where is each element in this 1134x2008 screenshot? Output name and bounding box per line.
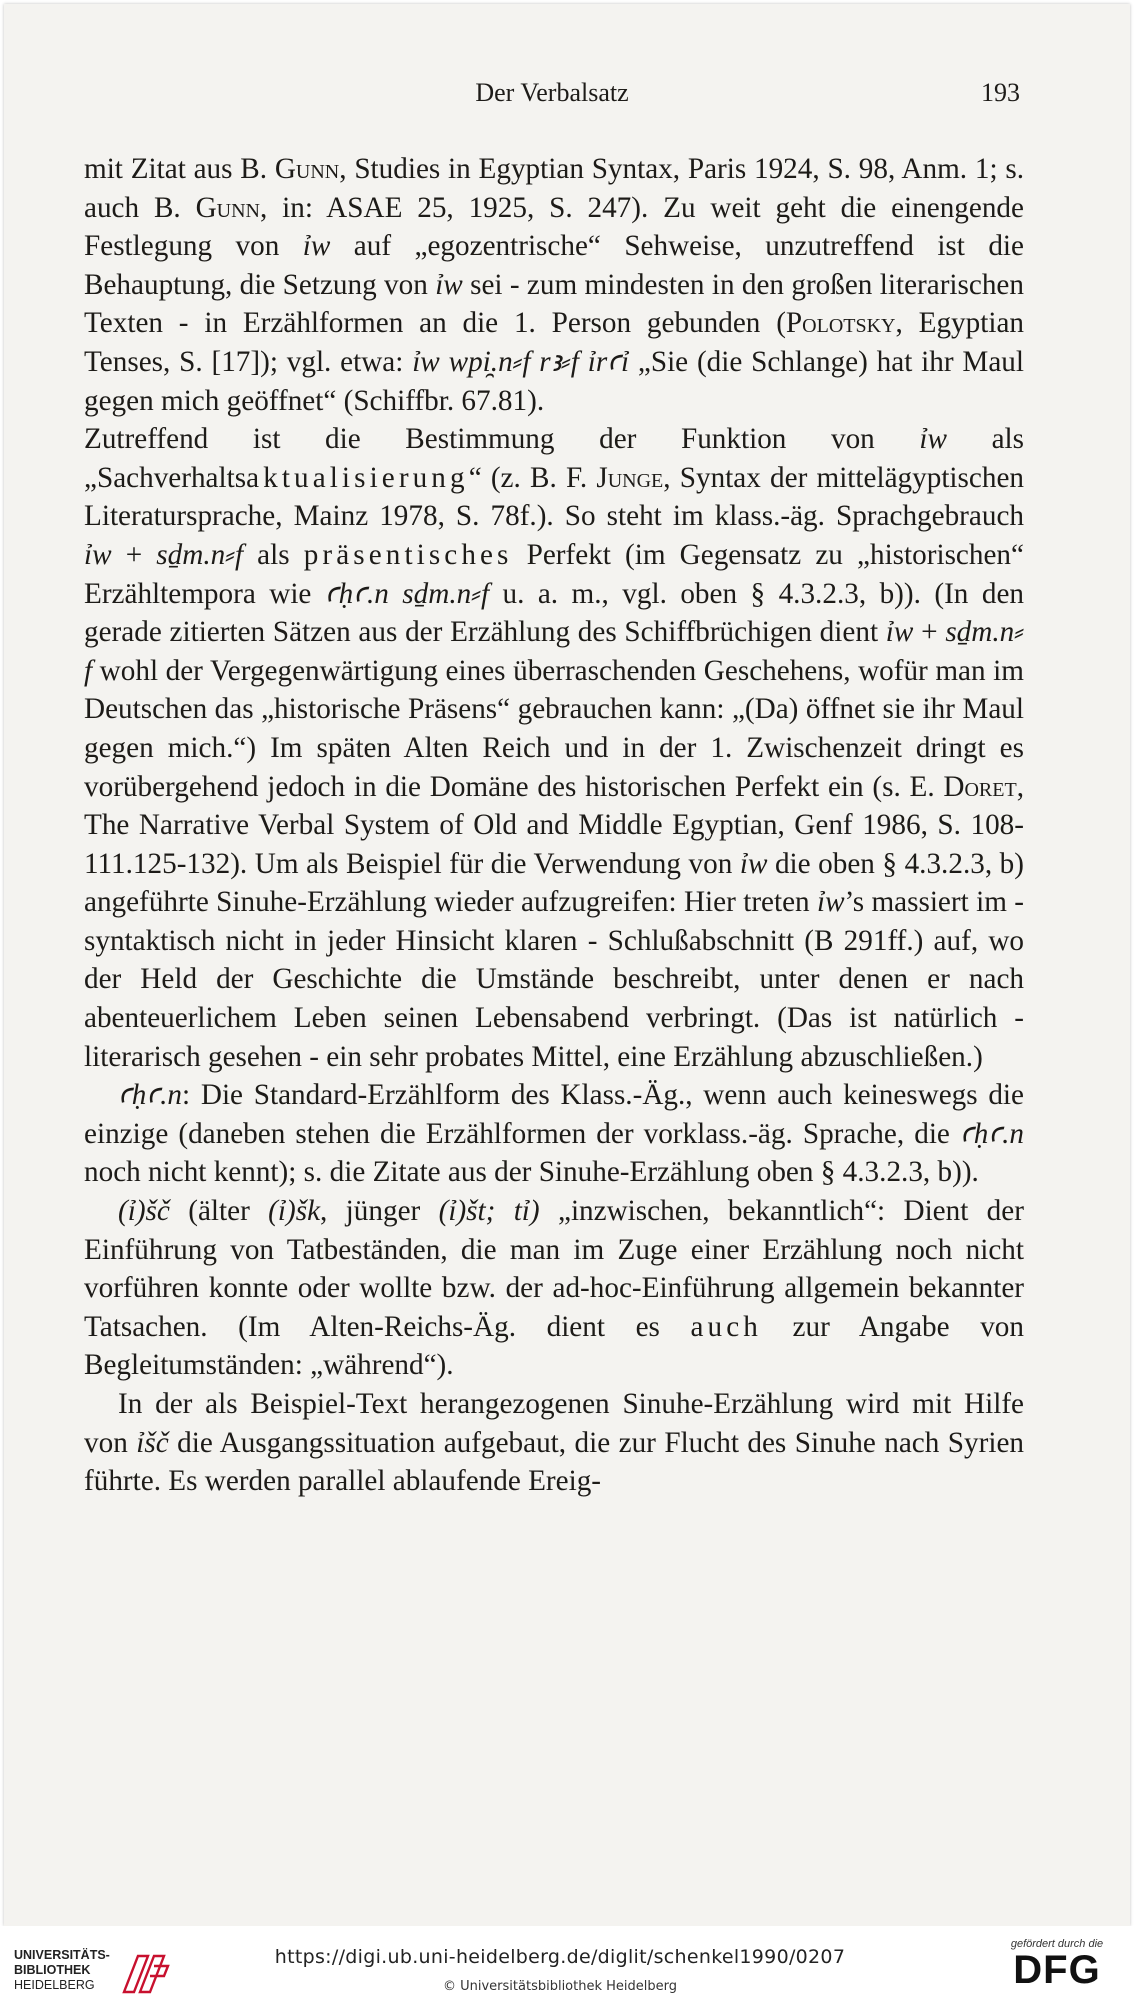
copyright-notice: © Universitätsbibliothek Heidelberg xyxy=(442,1979,677,1994)
text-run: + xyxy=(913,616,946,649)
dfg-logo-text: DFG xyxy=(1013,1948,1101,1992)
paragraph-1 xyxy=(84,150,1024,420)
author-name: Junge xyxy=(596,461,664,494)
text-run: Zutreffend ist die Bestimmung der Funktion von xyxy=(84,423,920,456)
library-name-line: HEIDELBERG xyxy=(14,1978,95,1992)
page-number: 193 xyxy=(981,78,1020,107)
text-run: , jünger xyxy=(320,1195,439,1228)
paragraph-3 xyxy=(84,1076,1024,1192)
text-run: “ (z. B. F. xyxy=(468,461,597,494)
library-emblem-icon xyxy=(120,1948,172,1996)
library-name-line: BIBLIOTHEK xyxy=(14,1963,91,1977)
text-run: wohl der Vergegenwärtigung eines überraschenden Geschehens, wofür man im Deutschen das „historische Präsens“ gebrauchen kann: „(Da) öffnet sie ihr Maul gegen mich.“) Im späten Alten Reich und in der 1. Zwischenzeit dringt es vorübergehend jedoch in die Domäne des historischen Perfekt ein (s. E. xyxy=(84,654,1024,803)
paragraph-2 xyxy=(84,420,1024,1076)
text-run: noch nicht kennt); s. die Zitate aus der Sinuhe-Erzählung oben § 4.3.2.3, b)). xyxy=(84,1156,979,1189)
transliteration: ỉw xyxy=(302,230,331,263)
paragraph-4 xyxy=(84,1192,1024,1385)
text-run: + xyxy=(111,538,157,571)
text-run: ’s massiert im - syntaktisch nicht in jeder Hinsicht klaren - Schlußabschnitt (B 291ff.) auf, wo der Held der Geschichte die Umstände beschreibt, unter denen er nach abenteuerlichem Leben seinen Lebensabend verbringt. (Das ist natürlich - literarisch gesehen - ein sehr probates Mittel, eine Erzählung abzuschließen.) xyxy=(84,886,1024,1073)
text-run: die Ausgangssituation aufgebaut, die zur Flucht des Sinuhe nach Syrien führte. Es werden parallel ablaufende Ereig- xyxy=(84,1426,1025,1498)
transliteration: (ỉ)št; tỉ) xyxy=(438,1195,540,1228)
spaced-emphasis: aktualisierung xyxy=(246,461,469,494)
spaced-emphasis: auch xyxy=(690,1310,762,1343)
transliteration: ỉw xyxy=(885,616,914,649)
text-run: Perfekt (im Gegensatz zu „historischen“ Erzähltempora wie xyxy=(84,538,1024,610)
text-run: , Egyptian Tenses, S. [17]); vgl. etwa: xyxy=(84,307,1024,378)
text-run: die oben § 4.3.2.3, b) angeführte Sinuhe-Erzählung wieder aufzugreifen: Hier treten xyxy=(84,847,1024,919)
spaced-emphasis: präsentisches xyxy=(303,538,513,571)
text-run: „Sie (die Schlange) hat ihr Maul gegen mich geöffnet“ (Schiffbr. 67.81). xyxy=(84,345,1025,417)
author-name: Doret xyxy=(943,770,1017,803)
text-run: In der als Beispiel-Text herangezogenen Sinuhe-Erzählung wird mit Hilfe von xyxy=(84,1388,1024,1459)
paragraph-5 xyxy=(84,1385,1024,1501)
text-run: , Syntax der mittelägyptischen Literatursprache, Mainz 1978, S. 78f.). So steht im klass.-äg. Sprachgebrauch xyxy=(84,461,1024,533)
running-title: Der Verbalsatz xyxy=(475,78,629,107)
text-run: (älter xyxy=(169,1195,269,1228)
text-run: , in: ASAE 25, 1925, S. 247). Zu weit geht die einengende Festlegung von xyxy=(84,191,1024,263)
transliteration: ꜥḥꜥ.n xyxy=(118,1079,183,1112)
text-run: „inzwischen, bekanntlich“: Dient der Einführung von Tatbeständen, die man im Zuge einer Erzählung noch nicht vorführen konnte oder wollte bzw. der ad-hoc-Einführung allgemein bekannter Tatsachen. (Im Alten-Reichs-Äg. dient es xyxy=(84,1195,1024,1343)
transliteration: ỉw xyxy=(817,886,845,919)
library-name-line: UNIVERSITÄTS- xyxy=(14,1948,110,1962)
page-url-link[interactable]: https://digi.ub.uni-heidelberg.de/diglit/schenkel1990/0207 xyxy=(274,1946,846,1968)
viewer-footer xyxy=(0,1926,1134,2008)
author-name: Gunn xyxy=(274,153,340,185)
funding-caption: gefördert durch die xyxy=(1010,1938,1104,1950)
library-logo[interactable] xyxy=(14,1946,264,1996)
transliteration: (ỉ)šč xyxy=(118,1195,170,1228)
transliteration: ꜥḥꜥ.n xyxy=(959,1117,1024,1150)
text-run: , The Narrative Verbal System of Old and Middle Egyptian, Genf 1986, S. 108-111.125-132). Um als Beispiel für die Verwendung von xyxy=(84,770,1024,880)
transliteration: sḏm.n⸗f xyxy=(84,616,1024,687)
body-text xyxy=(84,150,1024,1501)
transliteration: sḏm.n⸗f xyxy=(156,538,244,571)
scanned-page xyxy=(4,4,1130,1926)
running-head xyxy=(84,78,1020,114)
text-run: , Studies in Egyptian Syntax, Paris 1924, S. 98, Anm. 1; s. auch B. xyxy=(84,153,1024,224)
transliteration: ỉw xyxy=(84,538,112,571)
text-run: mit Zitat aus B. xyxy=(84,153,275,185)
dfg-logo[interactable] xyxy=(1002,1938,1112,1990)
transliteration: ỉw xyxy=(919,423,947,456)
transliteration: (ỉ)šk xyxy=(268,1195,321,1228)
text-run: zur Angabe von Begleitumständen: „während“). xyxy=(84,1310,1024,1382)
text-run: : Die Standard-Erzählform des Klass.-Äg., wenn auch keineswegs die einzige (daneben stehen die Erzählformen der vorklass.-äg. Sprache, die xyxy=(84,1079,1024,1150)
author-name: Gunn xyxy=(195,191,260,224)
transliteration: ỉw xyxy=(435,268,463,301)
text-run: als „Sachverhalts xyxy=(84,423,1024,494)
library-name xyxy=(14,1948,110,1993)
text-run: sei - zum mindesten in den großen literarischen Texten - in Erzählformen an die 1. Person gebunden ( xyxy=(84,268,1024,340)
transliteration: ỉw wpi̯.n⸗f rꜣ⸗f ỉrꜥỉ xyxy=(412,345,630,378)
text-run: auf „egozentrische“ Sehweise, unzutreffend ist die Behauptung, die Setzung von xyxy=(84,230,1024,301)
text-run: als xyxy=(243,538,304,571)
text-run: u. a. m., vgl. oben § 4.3.2.3, b)). (In den gerade zitierten Sätzen aus der Erzählung des Schiffbrüchigen dient xyxy=(84,577,1024,649)
transliteration: ꜥḥꜥ.n sḏm.n⸗f xyxy=(324,577,490,610)
transliteration: ỉšč xyxy=(136,1426,169,1459)
transliteration: ỉw xyxy=(739,847,768,880)
author-name: Polotsky xyxy=(785,307,896,340)
